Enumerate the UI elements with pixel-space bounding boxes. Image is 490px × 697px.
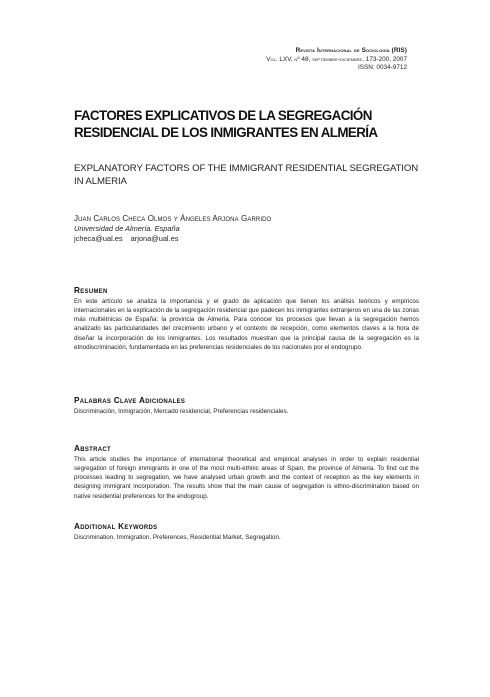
palabras-clave-heading: Palabras Clave Adicionales bbox=[74, 396, 186, 405]
abstract-text: This article studies the importance of international theoretical and empirical analyses in order to explain residential segregation of foreign immigrants in one of the most multi-ethnic areas of Spain, the province of Almeria. To find out the processes leading to segregation, we have analysed urban growth and the context of reception as the key elements in designing immigrant incorporation. The results show that the main cause of segregation is ethno-discrimination based on native residential preferences for the endogroup. bbox=[74, 456, 419, 500]
author-affiliation: Universidad de Almería. España bbox=[74, 224, 180, 234]
author-email: jcheca@ual.es bbox=[74, 234, 123, 244]
palabras-clave-text: Discriminación, Inmigración, Mercado residencial, Preferencias residenciales. bbox=[74, 408, 289, 415]
article-subtitle: EXPLANATORY FACTORS OF THE IMMIGRANT RESIDENTIAL SEGREGATION IN ALMERIA bbox=[74, 163, 419, 187]
journal-volume: Vol. LXV, nº 48, septiembre-diciembre, 173-200, 2007 bbox=[266, 55, 407, 63]
author-email: arjona@ual.es bbox=[130, 234, 179, 244]
abstract-heading: Abstract bbox=[74, 444, 111, 453]
article-title: FACTORES EXPLICATIVOS DE LA SEGREGACIÓN RESIDENCIAL DE LOS INMIGRANTES EN ALMERÍA bbox=[74, 108, 378, 140]
additional-keywords-section bbox=[74, 522, 419, 542]
journal-header bbox=[266, 47, 407, 73]
resumen-text: En este artículo se analiza la importancia y el grado de aplicación que tienen los análisis teóricos y empíricos internacionales en la explicación de la segregación residencial que padecen los inmigrantes extranjeros en una de las zonas más multiétnicas de España: la provincia de Almería. Para conocer los procesos que llevan a la segregación hemos analizado las particularidades del crecimiento urbano y el contexto de recepción, como elementos claves a la hora de diseñar la incorporación de los inmigrantes. Los resultados muestran que la principal causa de la segregación es la etnodiscriminación, fundamentada en las preferencias residenciales de los nacionales por el endogrupo. bbox=[74, 298, 419, 351]
abstract-section bbox=[74, 444, 419, 501]
journal-name: Revista Internacional de Sociología (RIS) bbox=[295, 47, 407, 54]
author-names: Juan Carlos Checa Olmos y Ángeles Arjona Garrido bbox=[74, 214, 272, 223]
author-block bbox=[74, 214, 419, 245]
author-emails bbox=[74, 234, 419, 244]
resumen-heading: Resumen bbox=[74, 286, 108, 295]
palabras-clave-section bbox=[74, 396, 419, 416]
journal-issn: ISSN: 0034-9712 bbox=[357, 64, 407, 72]
additional-keywords-heading: Additional Keywords bbox=[74, 522, 158, 531]
additional-keywords-text: Discrimination, Immigration, Preferences, Residential Market, Segregation. bbox=[74, 534, 281, 541]
resumen-section bbox=[74, 286, 419, 352]
